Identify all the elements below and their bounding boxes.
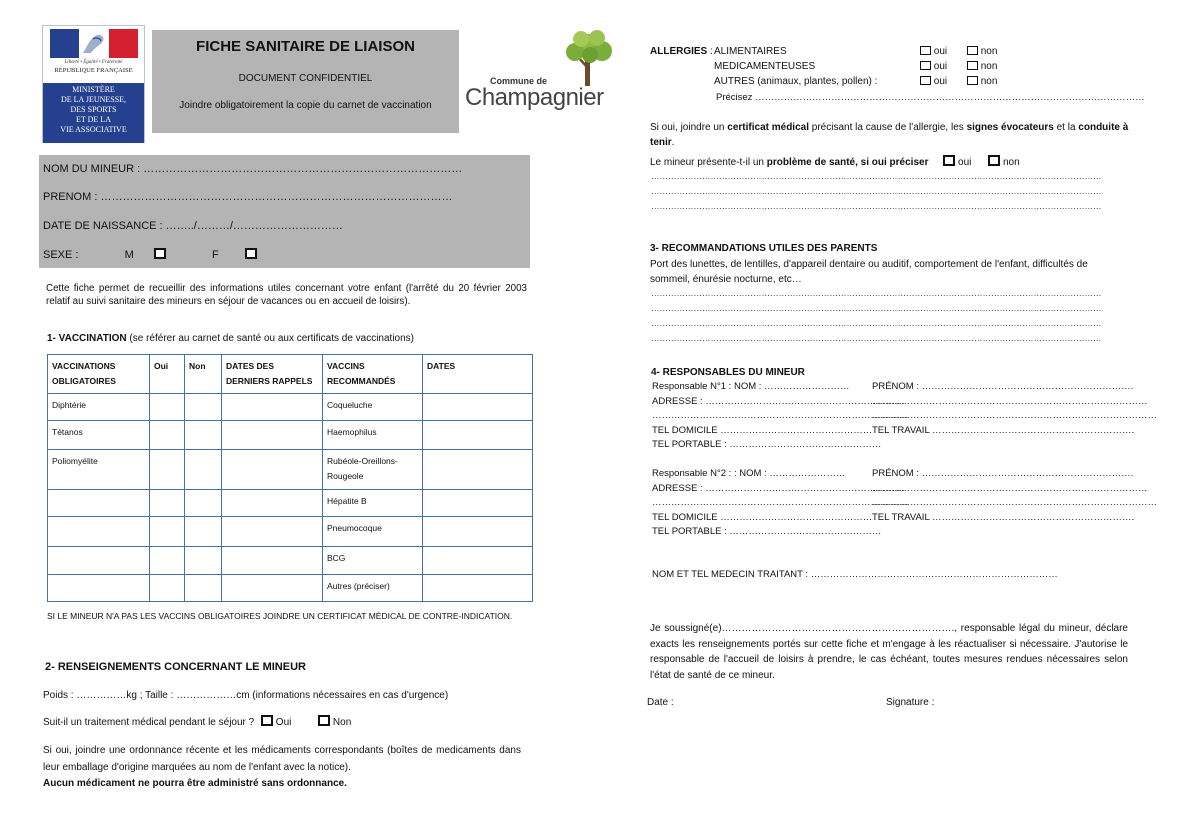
sante-line-1[interactable]: …………………………………………………………………………………………………………………………………………… xyxy=(651,171,1102,181)
ordonnance-text: Si oui, joindre une ordonnance récente et les médicaments correspondants (boîtes de medicaments dans leur emballage d'origine marquées au nom de l'enfant avec la notice). xyxy=(43,745,521,773)
responsable2-prenom[interactable]: PRÉNOM : …………………………………………………………. xyxy=(872,468,1134,479)
recommandations-text: Port des lunettes, de lentilles, d'appareil dentaire ou auditif, comportement de l'enfant, difficultés de sommeil, énurésie nocturne, etc… xyxy=(650,259,1088,285)
nom-field[interactable]: NOM DU MINEUR : …………………………………………………………………………… xyxy=(43,163,463,175)
table-row: Diphtérie Coqueluche xyxy=(48,394,533,421)
document-subtitle: DOCUMENT CONFIDENTIEL xyxy=(238,73,373,84)
responsable2-tel-domicile[interactable]: TEL DOMICILE ………………………………………… xyxy=(652,512,873,523)
medicament-warning: Aucun médicament ne pourra être administré sans ordonnance. xyxy=(43,778,347,789)
traitement-non-label: Non xyxy=(332,717,352,728)
sante-non-checkbox[interactable] xyxy=(988,155,1000,166)
allergie-autres-choices: oui non xyxy=(920,76,997,87)
prenom-field[interactable]: PRENOM : …………………………………………………………………………………… xyxy=(43,191,453,203)
document-title: FICHE SANITAIRE DE LIAISON xyxy=(196,38,415,55)
sante-line-2[interactable]: …………………………………………………………………………………………………………………………………………… xyxy=(651,186,1102,196)
traitement-oui-label: Oui xyxy=(275,717,292,728)
date-label[interactable]: Date : xyxy=(647,697,674,708)
col-non: Non xyxy=(185,355,222,394)
responsable1-prenom[interactable]: PRÉNOM : …………………………………………………………. xyxy=(872,381,1134,392)
responsable2-tel-portable[interactable]: TEL PORTABLE : ………………………………………… xyxy=(652,526,882,537)
autres-oui-checkbox[interactable] xyxy=(920,76,931,85)
table-row: Autres (préciser) xyxy=(48,575,533,602)
responsable1-tel-travail[interactable]: TEL TRAVAIL ………………………………………………………. xyxy=(872,425,1135,436)
allergie-medicamenteuses-choices: oui non xyxy=(920,61,997,72)
responsable1-tel-domicile[interactable]: TEL DOMICILE ………………………………………… xyxy=(652,425,873,436)
traitement-oui-checkbox[interactable] xyxy=(261,715,273,726)
vaccination-heading: 1- VACCINATION (se référer au carnet de santé ou aux certificats de vaccinations) xyxy=(47,333,415,344)
vaccination-table xyxy=(47,354,533,602)
table-row: Hépatite B xyxy=(48,490,533,517)
responsable2-adresse[interactable]: ADRESSE : ……………………………………………………… xyxy=(652,483,905,494)
tree-icon xyxy=(555,28,625,88)
responsable2-adresse-line2b[interactable]: ……………………………………………………………………………… xyxy=(872,497,1157,508)
ministry-name: MINISTÈRE DE LA JEUNESSE, DES SPORTS ET DE LA VIE ASSOCIATIVE xyxy=(43,83,144,143)
sante-question-row: Le mineur présente-t-il un problème de santé, si oui préciser oui non xyxy=(650,157,1020,168)
allergie-medicamenteuses: MEDICAMENTEUSES xyxy=(714,61,816,72)
table-row: Poliomyélite Rubéole-Oreillons-Rougeole xyxy=(48,450,533,490)
table-row: BCG xyxy=(48,547,533,575)
traitement-row xyxy=(43,715,351,728)
recommandations-line-3[interactable]: …………………………………………………………………………………………………………………………………………… xyxy=(651,318,1102,328)
identity-section xyxy=(39,155,530,268)
recommandations-line-4[interactable]: …………………………………………………………………………………………………………………………………………… xyxy=(651,333,1102,343)
table-row: Tétanos Haemophilus xyxy=(48,421,533,450)
responsable1-adresse[interactable]: ADRESSE : ……………………………………………………… xyxy=(652,396,905,407)
responsable1-tel-portable[interactable]: TEL PORTABLE : ………………………………………… xyxy=(652,439,882,450)
traitement-question: Suit-il un traitement médical pendant le séjour ? xyxy=(43,717,255,728)
declaration-text: Je soussigné(e)……………………………………………………………., responsable légal du mineur, déclare exacts les renseignements portés sur cette fiche et m'engage à les réactualiser si nécessaire. J'autorise le responsable de l'accueil de loisirs à prendre, le cas échéant, toutes mesures rendues nécessaires selon l'état de santé de ce mineur. xyxy=(650,623,1128,681)
responsable1-adresse-cont[interactable]: …………………………………………………………………………… xyxy=(872,396,1148,407)
sexe-f-checkbox[interactable] xyxy=(245,248,257,259)
recommandations-heading: 3- RECOMMANDATIONS UTILES DES PARENTS xyxy=(650,243,878,254)
allergie-autres: AUTRES (animaux, plantes, pollen) : xyxy=(714,76,878,87)
document-note: Joindre obligatoirement la copie du carnet de vaccination xyxy=(179,100,432,111)
sexe-m-label: M xyxy=(124,249,134,261)
medecin-field[interactable]: NOM ET TEL MEDECIN TRAITANT : …………………………………………………………………… xyxy=(652,569,1058,580)
commune-name: Champagnier xyxy=(465,84,604,111)
allergie-alimentaires-choices: oui non xyxy=(920,46,997,57)
responsable1-adresse-line2b[interactable]: ……………………………………………………………………………… xyxy=(872,410,1157,421)
certificat-text: Si oui, joindre un certificat médical précisant la cause de l'allergie, les signes évocateurs et la conduite à tenir. xyxy=(650,122,1129,148)
commune-prefix: Commune de xyxy=(490,76,548,86)
responsable1-adresse-line2a[interactable]: ……………………………………………………………………… xyxy=(652,410,909,421)
commune-logo xyxy=(463,28,625,114)
medicamenteuses-oui-checkbox[interactable] xyxy=(920,61,931,70)
sexe-row xyxy=(43,248,257,261)
renseignements-heading: 2- RENSEIGNEMENTS CONCERNANT LE MINEUR xyxy=(45,661,306,673)
alimentaires-non-checkbox[interactable] xyxy=(967,46,978,55)
col-dates-rappels: DATES DES DERNIERS RAPPELS xyxy=(222,355,323,394)
french-flag-icon xyxy=(50,29,138,58)
republic-name: RÉPUBLIQUE FRANÇAISE xyxy=(54,67,133,74)
responsable2-adresse-cont[interactable]: …………………………………………………………………………… xyxy=(872,483,1148,494)
ministry-logo xyxy=(42,25,145,143)
poids-taille-field[interactable]: Poids : ……………kg ; Taille : ………………cm (informations nécessaires en cas d'urgence) xyxy=(43,690,449,701)
republic-motto: Liberté • Égalité • Fraternité xyxy=(64,60,123,65)
vaccination-footnote: SI LE MINEUR N'A PAS LES VACCINS OBLIGATOIRES JOINDRE UN CERTIFICAT MÉDICAL DE CONTRE-INDICATION. xyxy=(47,611,513,621)
table-header-row xyxy=(48,355,533,394)
col-dates: DATES xyxy=(423,355,533,394)
responsable2-tel-travail[interactable]: TEL TRAVAIL ………………………………………………………. xyxy=(872,512,1135,523)
recommandations-line-1[interactable]: …………………………………………………………………………………………………………………………………………… xyxy=(651,288,1102,298)
responsable2-nom[interactable]: Responsable N°2 : : NOM : …………………… xyxy=(652,468,846,479)
table-row: Pneumocoque xyxy=(48,517,533,547)
signature-label[interactable]: Signature : xyxy=(886,697,935,708)
document-header xyxy=(152,30,459,133)
sexe-f-label: F xyxy=(212,249,219,261)
responsable1-nom[interactable]: Responsable N°1 : NOM : ……………………… xyxy=(652,381,850,392)
marianne-icon xyxy=(79,29,109,58)
intro-text: Cette fiche permet de recueillir des informations utiles concernant votre enfant (l'arrêté du 20 février 2003 relatif au suivi sanitaire des mineurs en séjour de vacances ou en accueil de loisirs). xyxy=(46,283,527,307)
recommandations-line-2[interactable]: …………………………………………………………………………………………………………………………………………… xyxy=(651,303,1102,313)
precisez-field[interactable]: Précisez …………………………………………………………………………………………………………… xyxy=(716,92,1145,103)
col-obligatoires: VACCINATIONS OBLIGATOIRES xyxy=(48,355,150,394)
medicamenteuses-non-checkbox[interactable] xyxy=(967,61,978,70)
allergies-label: ALLERGIES : xyxy=(650,46,713,57)
responsables-heading: 4- RESPONSABLES DU MINEUR xyxy=(651,367,805,378)
sante-oui-checkbox[interactable] xyxy=(943,155,955,166)
col-recommandes: VACCINS RECOMMANDÉS xyxy=(323,355,423,394)
alimentaires-oui-checkbox[interactable] xyxy=(920,46,931,55)
responsable2-adresse-line2a[interactable]: ……………………………………………………………………… xyxy=(652,497,909,508)
traitement-non-checkbox[interactable] xyxy=(318,715,330,726)
date-naissance-field[interactable]: DATE DE NAISSANCE : ……../………/………………………… xyxy=(43,220,343,232)
sante-line-3[interactable]: …………………………………………………………………………………………………………………………………………… xyxy=(651,201,1102,211)
sexe-label: SEXE : xyxy=(43,249,79,261)
autres-non-checkbox[interactable] xyxy=(967,76,978,85)
allergie-alimentaires: ALIMENTAIRES xyxy=(714,46,787,57)
sexe-m-checkbox[interactable] xyxy=(154,248,166,259)
col-oui: Oui xyxy=(150,355,185,394)
